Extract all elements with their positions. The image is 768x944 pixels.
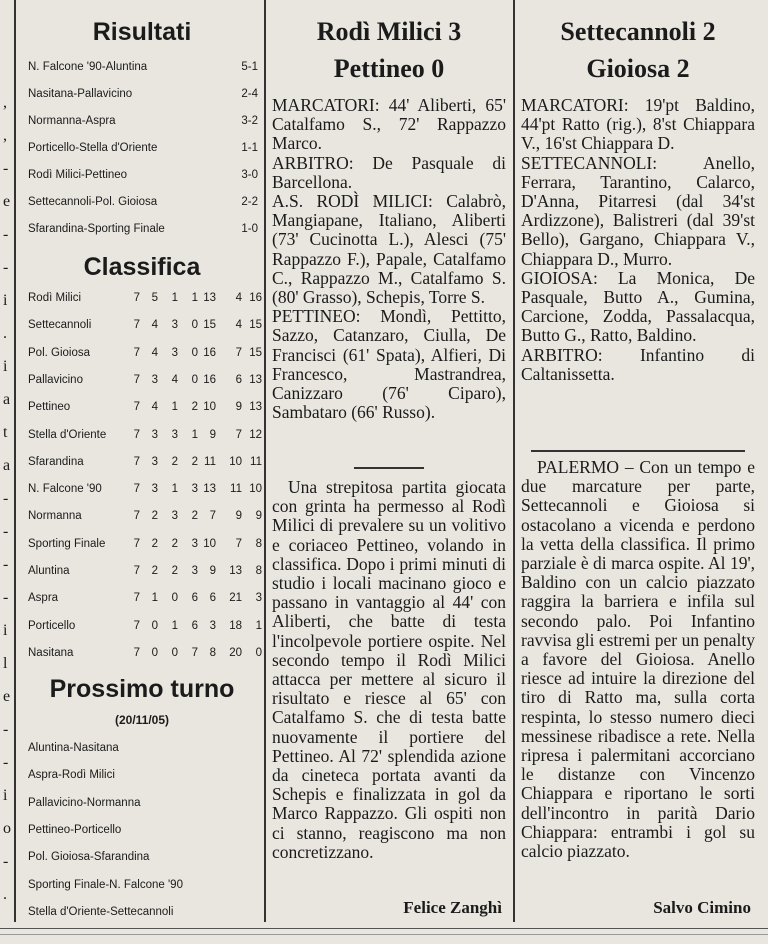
stat-value: 20: [229, 646, 242, 659]
stat-value: 3: [191, 537, 198, 550]
standings-row: [28, 558, 260, 585]
margin-mark: l: [3, 655, 8, 672]
stat-value: 1: [255, 619, 262, 632]
stat-value: 11: [230, 483, 242, 496]
stat-value: 18: [229, 619, 242, 632]
fixture-match: Aluntina-Nasitana: [28, 742, 119, 754]
stat-value: 13: [203, 483, 216, 496]
stat-value: 2: [151, 565, 158, 577]
stat-value: 12: [249, 428, 262, 441]
fixture-row: [28, 762, 258, 789]
article-body: [521, 458, 755, 861]
stat-value: 3: [209, 619, 216, 632]
fixture-match: Pol. Gioiosa-Sfarandina: [28, 851, 150, 864]
team-name: Sporting Finale: [28, 537, 106, 550]
stat-value: 7: [133, 537, 140, 550]
stat-value: 7: [133, 455, 140, 468]
result-score: 1-0: [241, 223, 258, 235]
stat-value: 5: [151, 292, 158, 304]
next-round-date: (20/11/05): [114, 713, 170, 727]
stat-value: 7: [133, 346, 140, 359]
detail-away-lineup: GIOIOSA: La Monica, De Pasquale, Butto A., Gumina, Carcione, Zodda, Passalacqua, Butto G., Ratto, Baldino.: [521, 267, 755, 346]
stat-value: 4: [235, 319, 242, 332]
fixture-row: [28, 872, 258, 899]
author-signature: Felice Zanghì: [403, 898, 502, 917]
body-text: Una strepitosa partita giocata con grinta ha permesso al Rodì Milici di prevalere su un volitivo e coriaceo Pettineo, volando in classifica. Dopo i primi minuti di studio i locali macinano gioco e passano in vantaggio al 44' con Aliberti, che batte di testa l'incolpevole portiere ospite. Nel secondo tempo il Rodì Milici attacca per mettere al sicuro il risultato e riesce al 65' con Catalfamo S. che di testa batte nuovamente il portiere del Pettineo. Al 72' splendida azione da cineteca portata avanti da Schepis e finalizzata in gol da Marco Rappazzo. Gli ospiti non ci stanno, reagiscono ma non concretizzano.: [272, 477, 506, 862]
stat-value: 16: [203, 373, 216, 386]
margin-mark: .: [3, 325, 7, 342]
margin-mark: ,: [3, 127, 7, 144]
stat-value: 9: [209, 565, 216, 577]
standings-row: [28, 531, 260, 558]
team-name: N. Falcone '90: [28, 483, 102, 496]
stat-value: 1: [171, 401, 178, 414]
team-name: Rodì Milici: [28, 292, 82, 304]
column-rule: [513, 0, 515, 922]
detail-referee: ARBITRO: De Pasquale di Barcellona.: [272, 152, 506, 192]
margin-mark: i: [3, 622, 8, 639]
standings-row: [28, 613, 260, 640]
fixture-match: Aspra-Rodì Milici: [28, 769, 115, 782]
stat-value: 0: [151, 646, 158, 659]
stat-value: 3: [191, 565, 198, 577]
separator: [531, 450, 745, 452]
stat-value: 2: [171, 455, 178, 468]
fixture-row: [28, 790, 258, 817]
stat-value: 7: [133, 428, 140, 441]
stat-value: 1: [151, 592, 158, 605]
stat-value: 0: [191, 346, 198, 359]
team-name: Pettineo: [28, 401, 71, 414]
detail-home-lineup: SETTECANNOLI: Anello, Ferrara, Tarantino, Calarco, D'Anna, Pitarresi (dal 34'st Ardizzone), Balistreri (dal 39'st Bello), Gargano, Chiappara V., Chiappara D., Murro.: [521, 152, 755, 269]
column-rule: [14, 0, 16, 922]
fixture-row: [28, 844, 258, 871]
stat-value: 9: [255, 510, 262, 523]
fixture-row: [28, 735, 258, 762]
margin-mark: a: [3, 457, 11, 474]
stat-value: 7: [133, 646, 140, 659]
headline-line2: Pettineo 0: [333, 54, 445, 83]
stat-value: 7: [133, 483, 140, 496]
stat-value: 16: [249, 292, 262, 304]
margin-mark: e: [3, 688, 11, 705]
margin-mark: -: [3, 853, 9, 870]
team-name: Aluntina: [28, 565, 70, 577]
result-score: 1-1: [241, 142, 258, 154]
stat-value: 1: [191, 292, 198, 304]
stat-value: 0: [151, 619, 158, 632]
detail-scorers: MARCATORI: 19'pt Baldino, 44'pt Ratto (rig.), 8'st Chiappara V., 16'st Chiappara D.: [521, 95, 755, 154]
standings-row: [28, 640, 260, 667]
team-name: Porticello: [28, 619, 76, 632]
result-match: Porticello-Stella d'Oriente: [28, 142, 158, 154]
margin-mark: -: [3, 523, 9, 540]
result-row: [28, 163, 258, 189]
next-round-title: Prossimo turno: [49, 675, 235, 703]
margin-mark: i: [3, 787, 8, 804]
result-row: [28, 109, 258, 135]
stat-value: 21: [229, 592, 242, 605]
stat-value: 7: [133, 373, 140, 386]
standings-row: [28, 394, 260, 421]
stat-value: 10: [229, 455, 242, 468]
stat-value: 3: [151, 428, 158, 441]
headline-line2: Gioiosa 2: [586, 54, 690, 83]
stat-value: 13: [203, 292, 216, 304]
stat-value: 13: [249, 401, 262, 414]
stat-value: 0: [191, 373, 198, 386]
stat-value: 2: [171, 537, 178, 550]
stat-value: 9: [235, 510, 242, 523]
stat-value: 0: [171, 646, 178, 659]
stat-value: 7: [191, 646, 198, 659]
margin-mark: -: [3, 589, 9, 606]
stat-value: 7: [235, 346, 242, 359]
margin-mark: -: [3, 160, 9, 177]
stat-value: 3: [171, 346, 178, 359]
result-match: Rodì Milici-Pettineo: [28, 169, 128, 181]
stat-value: 2: [151, 537, 158, 550]
team-name: Settecannoli: [28, 319, 92, 332]
result-score: 5-1: [241, 61, 258, 73]
result-row: [28, 82, 258, 108]
headline-line1: Rodì Milici 3: [316, 17, 462, 46]
margin-mark: o: [3, 820, 11, 837]
body-text: PALERMO – Con un tempo e due marcature per parte, Settecannoli e Gioiosa si ostacolano a vicenda e perdono la vetta della classifica. Il primo parziale è di marca ospite. Al 19', Baldino con un calcio piazzato raggira la barriera e infila sul secondo palo. Poi Infantino ravvisa gli estremi per un penalty a favore del Gioiosa. Anello riesce ad intuire la direzione del tiro di Ratto ma, sulla corta respinta, lo stesso numero dieci messinese ribadisce a rete. Nella ripresa i palermitani accorciano le distanze con Vincenzo Chiappara e riportano le sorti dell'incontro in parità Dario Chiappara: entrambi i gol su calcio piazzato.: [521, 457, 755, 862]
stat-value: 7: [133, 565, 140, 577]
stat-value: 7: [133, 510, 140, 523]
stat-value: 4: [151, 319, 158, 332]
stat-value: 1: [191, 428, 198, 441]
fixture-match: Pettineo-Porticello: [28, 823, 122, 836]
stat-value: 10: [203, 401, 216, 414]
result-score: 2-4: [241, 88, 258, 100]
fixture-match: Sporting Finale-N. Falcone '90: [28, 878, 183, 891]
stat-value: 11: [250, 455, 262, 468]
stat-value: 9: [209, 428, 216, 441]
article-body: [272, 478, 506, 862]
stat-value: 1: [171, 619, 178, 632]
stat-value: 7: [133, 592, 140, 605]
stat-value: 3: [171, 319, 178, 332]
result-row: [28, 190, 258, 216]
stat-value: 9: [235, 401, 242, 414]
fixture-row: [28, 899, 258, 926]
margin-mark: t: [3, 424, 8, 441]
stat-value: 7: [133, 619, 140, 632]
stat-value: 2: [151, 510, 158, 523]
result-row: [28, 217, 258, 243]
margin-mark: -: [3, 490, 9, 507]
margin-mark: .: [3, 886, 7, 903]
team-name: Sfarandina: [28, 455, 84, 468]
fixture-match: Stella d'Oriente-Settecannoli: [28, 905, 174, 918]
stat-value: 3: [171, 510, 178, 523]
stat-value: 8: [255, 565, 262, 577]
margin-mark: -: [3, 754, 9, 771]
stat-value: 6: [191, 619, 198, 632]
stat-value: 7: [133, 319, 140, 332]
result-score: 3-0: [241, 169, 258, 181]
stat-value: 7: [235, 537, 242, 550]
standings-row: [28, 340, 260, 367]
detail-away-lineup: PETTINEO: Mondì, Pettitto, Sazzo, Catanzaro, Ciulla, De Francisci (61' Spata), Alfieri, Di Francesco, Mastrandrea, Canizzaro (76' Ciparo), Sambataro (66' Russo).: [272, 306, 506, 423]
margin-mark: i: [3, 358, 8, 375]
margin-mark: -: [3, 226, 9, 243]
results-title: Risultati: [92, 18, 192, 46]
margin-mark: e: [3, 193, 11, 210]
team-name: Aspra: [28, 592, 59, 605]
stat-value: 16: [203, 346, 216, 359]
stat-value: 4: [151, 401, 158, 414]
stat-value: 0: [171, 592, 178, 605]
stat-value: 3: [255, 592, 262, 605]
team-name: Pol. Gioiosa: [28, 346, 91, 359]
article-settecannoli-gioiosa: [521, 0, 755, 944]
stat-value: 4: [235, 292, 242, 304]
sports-box: [22, 0, 262, 944]
result-row: [28, 55, 258, 81]
stat-value: 3: [171, 428, 178, 441]
result-match: Nasitana-Pallavicino: [28, 88, 133, 100]
result-match: Sfarandina-Sporting Finale: [28, 223, 165, 235]
stat-value: 4: [151, 346, 158, 359]
stat-value: 2: [171, 565, 178, 577]
stat-value: 7: [133, 401, 140, 414]
author-signature: Salvo Cimino: [653, 898, 751, 917]
stat-value: 3: [151, 373, 158, 386]
stat-value: 7: [235, 428, 242, 441]
stat-value: 15: [249, 319, 262, 332]
stat-value: 1: [171, 483, 178, 496]
result-match: Settecannoli-Pol. Gioiosa: [28, 196, 158, 208]
margin-mark: -: [3, 259, 9, 276]
margin-mark: -: [3, 556, 9, 573]
result-match: Normanna-Aspra: [28, 115, 116, 127]
standings-row: [28, 367, 260, 394]
stat-value: 2: [191, 510, 198, 523]
margin-mark: i: [3, 292, 8, 309]
stat-value: 7: [133, 292, 140, 304]
result-row: [28, 136, 258, 162]
stat-value: 6: [191, 592, 198, 605]
stat-value: 7: [209, 510, 216, 523]
margin-mark: -: [3, 721, 9, 738]
standings-row: [28, 422, 260, 449]
stat-value: 2: [191, 401, 198, 414]
stat-value: 10: [203, 537, 216, 550]
standings-row: [28, 285, 260, 312]
stat-value: 8: [209, 646, 216, 659]
stat-value: 6: [235, 373, 242, 386]
team-name: Stella d'Oriente: [28, 428, 107, 441]
stat-value: 0: [191, 319, 198, 332]
stat-value: 2: [191, 455, 198, 468]
detail-scorers: MARCATORI: 44' Aliberti, 65' Catalfamo S., 72' Rappazzo Marco.: [272, 95, 506, 154]
stat-value: 15: [203, 319, 216, 332]
headline-line1: Settecannoli 2: [560, 17, 716, 46]
standings-row: [28, 449, 260, 476]
standings-row: [28, 312, 260, 339]
stat-value: 8: [255, 537, 262, 550]
standings-row: [28, 503, 260, 530]
detail-referee: ARBITRO: Infantino di Caltanissetta.: [521, 344, 755, 384]
article-rodi-pettineo: [272, 0, 506, 944]
standings-row: [28, 585, 260, 612]
team-name: Pallavicino: [28, 373, 83, 386]
stat-value: 4: [171, 373, 178, 386]
stat-value: 3: [151, 483, 158, 496]
stat-value: 3: [151, 455, 158, 468]
stat-value: 13: [249, 373, 262, 386]
stat-value: 10: [249, 483, 262, 496]
margin-mark: ,: [3, 94, 7, 111]
fixture-match: Pallavicino-Normanna: [28, 796, 141, 809]
team-name: Nasitana: [28, 646, 74, 659]
match-details: [521, 96, 755, 384]
fixture-row: [28, 817, 258, 844]
team-name: Normanna: [28, 510, 82, 523]
result-match: N. Falcone '90-Aluntina: [28, 61, 148, 73]
column-rule: [264, 0, 266, 922]
stat-value: 6: [209, 592, 216, 605]
standings-title: Classifica: [83, 253, 201, 281]
stat-value: 3: [191, 483, 198, 496]
separator: [354, 467, 424, 469]
standings-row: [28, 476, 260, 503]
stat-value: 13: [229, 565, 242, 577]
match-details: [272, 96, 506, 422]
stat-value: 11: [204, 455, 216, 468]
margin-mark: a: [3, 391, 11, 408]
result-score: 2-2: [241, 196, 258, 208]
stat-value: 15: [249, 346, 262, 359]
stat-value: 0: [255, 646, 262, 659]
result-score: 3-2: [241, 115, 258, 127]
detail-home-lineup: A.S. RODÌ MILICI: Calabrò, Mangiapane, Italiano, Aliberti (73' Cucinotta L.), Alesci (75' Rappazzo F.), Papale, Catalfamo C., Rappazzo M., Catalfamo S. (80' Grasso), Schepis, Torre S.: [272, 191, 506, 308]
stat-value: 1: [171, 292, 178, 304]
